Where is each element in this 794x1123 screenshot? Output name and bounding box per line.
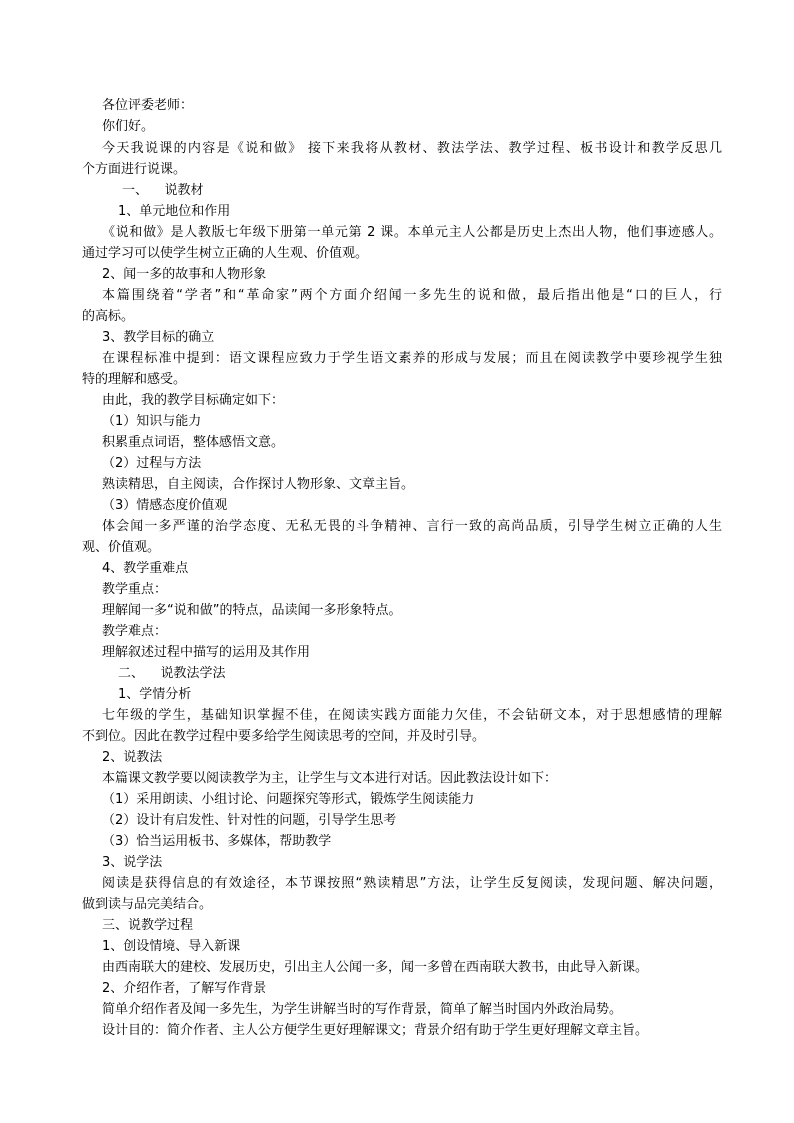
label-line: 教学难点：	[102, 624, 168, 639]
paragraph-line: 阅读是获得信息的有效途径，本节课按照“熟读精思”方法，让学生反复阅读，发现问题、解决问题，	[102, 876, 722, 891]
intro-paragraph: 个方面进行说课。	[82, 162, 187, 177]
paragraph-line: 在课程标准中提到：语文课程应致力于学生语文素养的形成与发展；而且在阅读教学中要珍视学生独	[102, 351, 722, 366]
paragraph-line: 简单介绍作者及闻一多先生，为学生讲解当时的写作背景，简单了解当时国内外政治局势。	[102, 1002, 623, 1017]
paragraph-line: 熟读精思，自主阅读，合作探讨人物形象、文章主旨。	[102, 477, 415, 492]
paragraph-line: 做到读与品完美结合。	[82, 897, 213, 912]
list-item: （2）设计有启发性、针对性的问题，引导学生思考	[102, 813, 397, 828]
paragraph-line: 本篇围绕着“学者”和“革命家”两个方面介绍闻一多先生的说和做，最后指出他是“口的巨人，行	[102, 288, 722, 303]
section-heading: 三、说教学过程	[102, 918, 194, 933]
paragraph-line: 不到位。因此在教学过程中要多给学生阅读思考的空间，并及时引导。	[82, 729, 486, 744]
paragraph-line: 由西南联大的建校、发展历史，引出主人公闻一多，闻一多曾在西南联大教书，由此导入新课。	[102, 960, 649, 975]
paragraph-line: 《说和做》是人教版七年级下册第一单元第 2 课。本单元主人公都是历史上杰出人物，他们事迹感人。	[102, 225, 722, 240]
subsection-heading: 1、创设情境、导入新课	[102, 939, 241, 954]
subsection-heading: 3、说学法	[102, 855, 163, 870]
intro-paragraph: 今天我说课的内容是《说和做》 接下来我将从教材、教法学法、教学过程、板书设计和教学反思几	[102, 141, 722, 156]
paragraph-line: 通过学习可以使学生树立正确的人生观、价值观。	[82, 246, 369, 261]
paragraph-line: 特的理解和感受。	[82, 372, 187, 387]
objective-heading: （1）知识与能力	[102, 414, 202, 429]
paragraph-line: 理解闻一多“说和做”的特点，品读闻一多形象特点。	[102, 603, 402, 618]
paragraph-line: 的高标。	[82, 309, 135, 324]
section-heading: 一、 说教材	[122, 183, 204, 198]
subsection-heading: 3、教学目标的确立	[102, 330, 215, 345]
paragraph-line: 七年级的学生，基础知识掌握不佳，在阅读实践方面能力欠佳，不会钻研文本，对于思想感情的理解	[102, 708, 722, 723]
paragraph-line: 本篇课文教学要以阅读教学为主，让学生与文本进行对话。因此教法设计如下：	[102, 771, 558, 786]
paragraph-line: 由此，我的教学目标确定如下：	[102, 393, 285, 408]
objective-heading: （3）情感态度价值观	[102, 498, 228, 513]
greeting-line: 各位评委老师：	[102, 98, 194, 113]
paragraph-line: 设计目的：简介作者、主人公方便学生更好理解课文；背景介绍有助于学生更好理解文章主旨。	[102, 1023, 649, 1038]
subsection-heading: 1、单元地位和作用	[118, 204, 231, 219]
greeting-line: 你们好。	[102, 119, 155, 134]
paragraph-line: 积累重点词语，整体感悟文意。	[102, 435, 285, 450]
subsection-heading: 2、说教法	[102, 750, 163, 765]
section-heading: 二、 说教法学法	[118, 666, 226, 681]
subsection-heading: 4、教学重难点	[102, 561, 189, 576]
paragraph-line: 观、价值观。	[82, 540, 161, 555]
subsection-heading: 2、闻一多的故事和人物形象	[102, 267, 267, 282]
paragraph-line: 理解叙述过程中描写的运用及其作用	[102, 645, 311, 660]
subsection-heading: 2、介绍作者，了解写作背景	[102, 981, 267, 996]
list-item: （3）恰当运用板书、多媒体，帮助教学	[102, 834, 332, 849]
objective-heading: （2）过程与方法	[102, 456, 202, 471]
subsection-heading: 1、学情分析	[118, 687, 192, 702]
label-line: 教学重点：	[102, 582, 168, 597]
list-item: （1）采用朗读、小组讨论、问题探究等形式，锻炼学生阅读能力	[102, 792, 475, 807]
paragraph-line: 体会闻一多严谨的治学态度、无私无畏的斗争精神、言行一致的高尚品质，引导学生树立正确的人生	[102, 519, 722, 534]
